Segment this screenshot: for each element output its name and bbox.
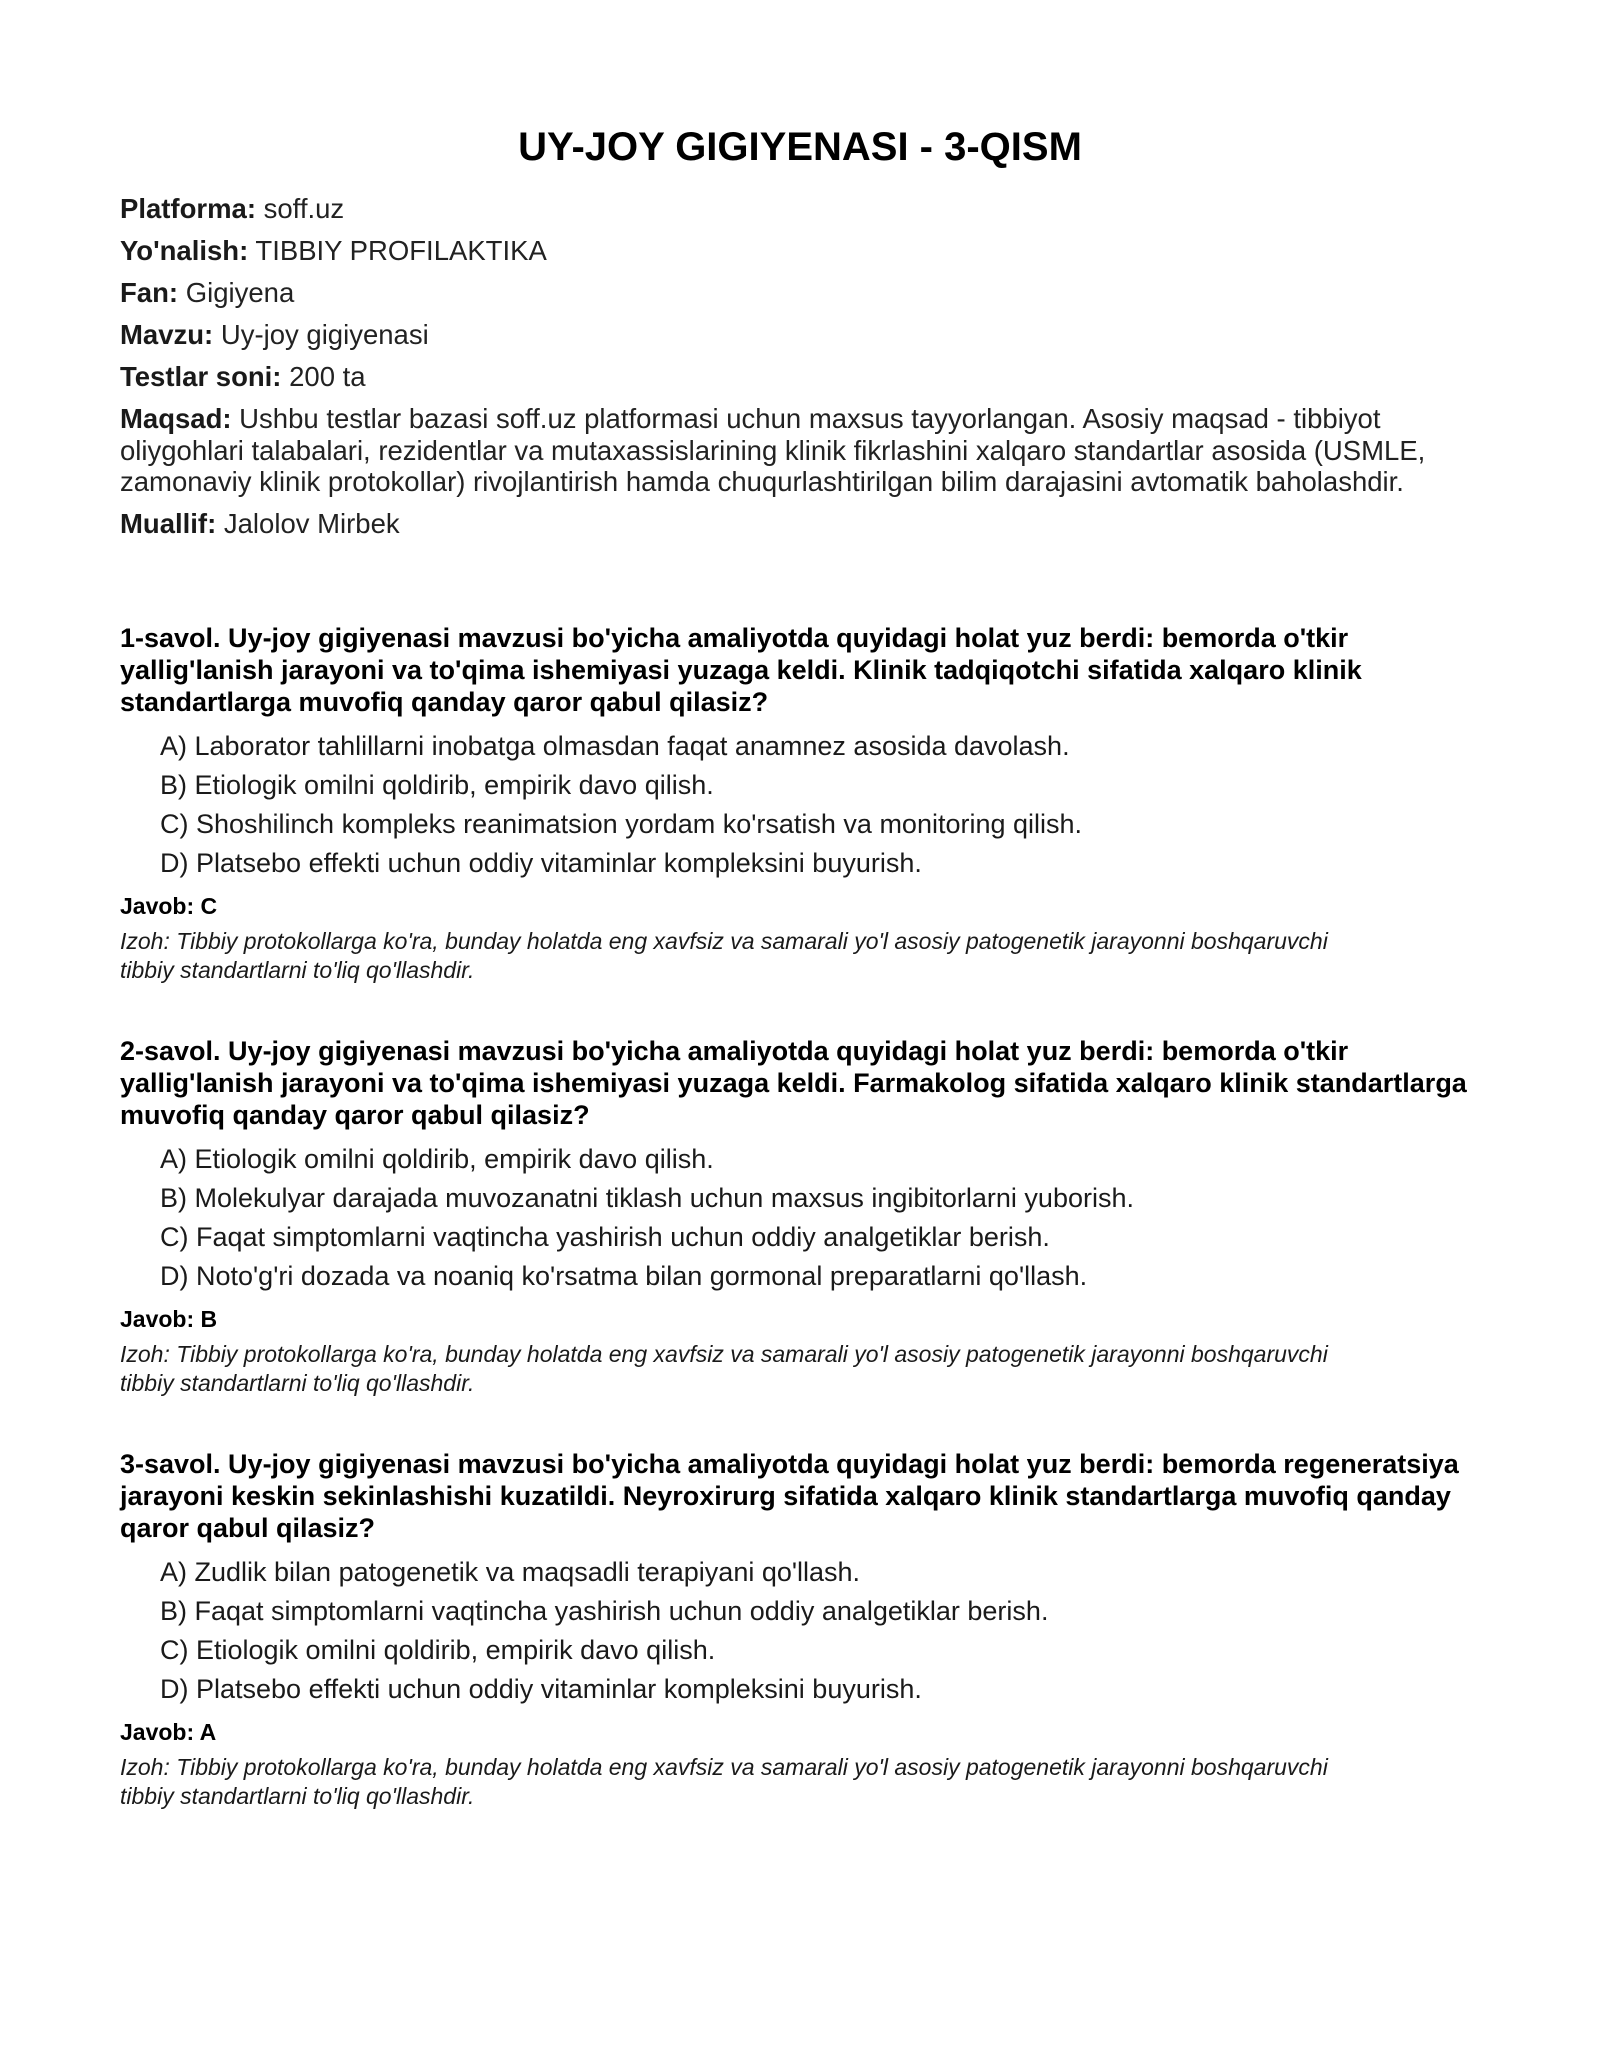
option-b: B) Faqat simptomlarni vaqtincha yashirish uchun oddiy analgetiklar berish. <box>160 1595 1049 1626</box>
meta-topic <box>120 319 1480 351</box>
meta-value: Ushbu testlar bazasi soff.uz platformasi uchun maxsus tayyorlangan. Asosiy maqsad - tibbiyot oliygohlari talabalari, rezidentlar va mutaxassislarining klinik fikrlashini xalqaro standartlar asosida (USMLE, zamonaviy klinik protokollar) rivojlantirish hamda chuqurlashtirilgan bilim darajasini avtomatik baholashdir. <box>120 403 1426 497</box>
meta-key: Maqsad: <box>120 403 232 434</box>
option-d: D) Platsebo effekti uchun oddiy vitaminlar kompleksini buyurish. <box>160 1673 922 1704</box>
question-2 <box>120 1035 1480 1398</box>
option-d: D) Platsebo effekti uchun oddiy vitaminlar kompleksini buyurish. <box>160 847 922 878</box>
option-b: B) Molekulyar darajada muvozanatni tiklash uchun maxsus ingibitorlarni yuborish. <box>160 1182 1134 1213</box>
answer-options <box>120 1143 1480 1292</box>
meta-platform <box>120 193 1480 225</box>
meta-value: Jalolov Mirbek <box>216 507 400 539</box>
document-title: UY-JOY GIGIYENASI - 3-QISM <box>518 125 1082 169</box>
meta-key: Yo'nalish: <box>120 235 249 266</box>
question-text: 1-savol. Uy-joy gigiyenasi mavzusi bo'yicha amaliyotda quyidagi holat yuz berdi: bemorda o'tkir yallig'lanish jarayoni va to'qima ishemiyasi yuzaga keldi. Klinik tadqiqotchi sifatida xalqaro klinik standartlarga muvofiq qanday qaror qabul qilasiz? <box>120 622 1362 717</box>
option-a: A) Laborator tahlillarni inobatga olmasdan faqat anamnez asosida davolash. <box>160 730 1070 761</box>
correct-answer: Javob: C <box>120 892 218 919</box>
meta-test-count <box>120 361 1480 393</box>
option-d: D) Noto'g'ri dozada va noaniq ko'rsatma bilan gormonal preparatlarni qo'llash. <box>160 1260 1088 1291</box>
option-a: A) Zudlik bilan patogenetik va maqsadli terapiyani qo'llash. <box>160 1556 861 1587</box>
document-page <box>120 0 1480 1861</box>
question-text: 2-savol. Uy-joy gigiyenasi mavzusi bo'yicha amaliyotda quyidagi holat yuz berdi: bemorda o'tkir yallig'lanish jarayoni va to'qima ishemiyasi yuzaga keldi. Farmakolog sifatida xalqaro klinik standartlarga muvofiq qanday qaror qabul qilasiz? <box>120 1035 1467 1130</box>
meta-direction <box>120 235 1480 267</box>
meta-value: TIBBIY PROFILAKTIKA <box>248 235 547 266</box>
meta-key: Platforma: <box>120 193 256 224</box>
answer-options <box>120 1556 1480 1705</box>
option-b: B) Etiologik omilni qoldirib, empirik davo qilish. <box>160 769 714 800</box>
option-a: A) Etiologik omilni qoldirib, empirik davo qilish. <box>160 1143 714 1174</box>
meta-key: Testlar soni: <box>120 361 282 392</box>
meta-author <box>120 508 1480 540</box>
correct-answer: Javob: B <box>120 1305 218 1332</box>
option-c: C) Etiologik omilni qoldirib, empirik davo qilish. <box>160 1634 716 1665</box>
correct-answer: Javob: A <box>120 1718 217 1745</box>
question-3 <box>120 1448 1480 1811</box>
option-c: C) Shoshilinch kompleks reanimatsion yordam ko'rsatish va monitoring qilish. <box>160 808 1083 839</box>
explanation-note: Izoh: Tibbiy protokollarga ko'ra, bunday holatda eng xavfsiz va samarali yo'l asosiy patogenetik jarayonni boshqaruvchi tibbiy standartlarni to'liq qo'llashdir. <box>120 1753 1328 1809</box>
meta-key: Muallif: <box>120 507 217 539</box>
document-metadata <box>120 193 1480 540</box>
meta-value: Gigiyena <box>178 277 295 308</box>
answer-options <box>120 730 1480 879</box>
question-list <box>120 622 1480 1811</box>
question-1 <box>120 622 1480 985</box>
meta-purpose <box>120 403 1480 498</box>
meta-value: 200 ta <box>281 361 366 392</box>
meta-value: Uy-joy gigiyenasi <box>213 319 429 350</box>
meta-key: Fan: <box>120 277 179 308</box>
meta-subject <box>120 277 1480 309</box>
meta-value: soff.uz <box>256 193 345 224</box>
meta-key: Mavzu: <box>120 319 214 350</box>
explanation-note: Izoh: Tibbiy protokollarga ko'ra, bunday holatda eng xavfsiz va samarali yo'l asosiy patogenetik jarayonni boshqaruvchi tibbiy standartlarni to'liq qo'llashdir. <box>120 927 1328 983</box>
question-text: 3-savol. Uy-joy gigiyenasi mavzusi bo'yicha amaliyotda quyidagi holat yuz berdi: bemorda regeneratsiya jarayoni keskin sekinlashishi kuzatildi. Neyroxirurg sifatida xalqaro klinik standartlarga muvofiq qanday qaror qabul qilasiz? <box>120 1448 1459 1543</box>
explanation-note: Izoh: Tibbiy protokollarga ko'ra, bunday holatda eng xavfsiz va samarali yo'l asosiy patogenetik jarayonni boshqaruvchi tibbiy standartlarni to'liq qo'llashdir. <box>120 1340 1328 1396</box>
option-c: C) Faqat simptomlarni vaqtincha yashirish uchun oddiy analgetiklar berish. <box>160 1221 1050 1252</box>
